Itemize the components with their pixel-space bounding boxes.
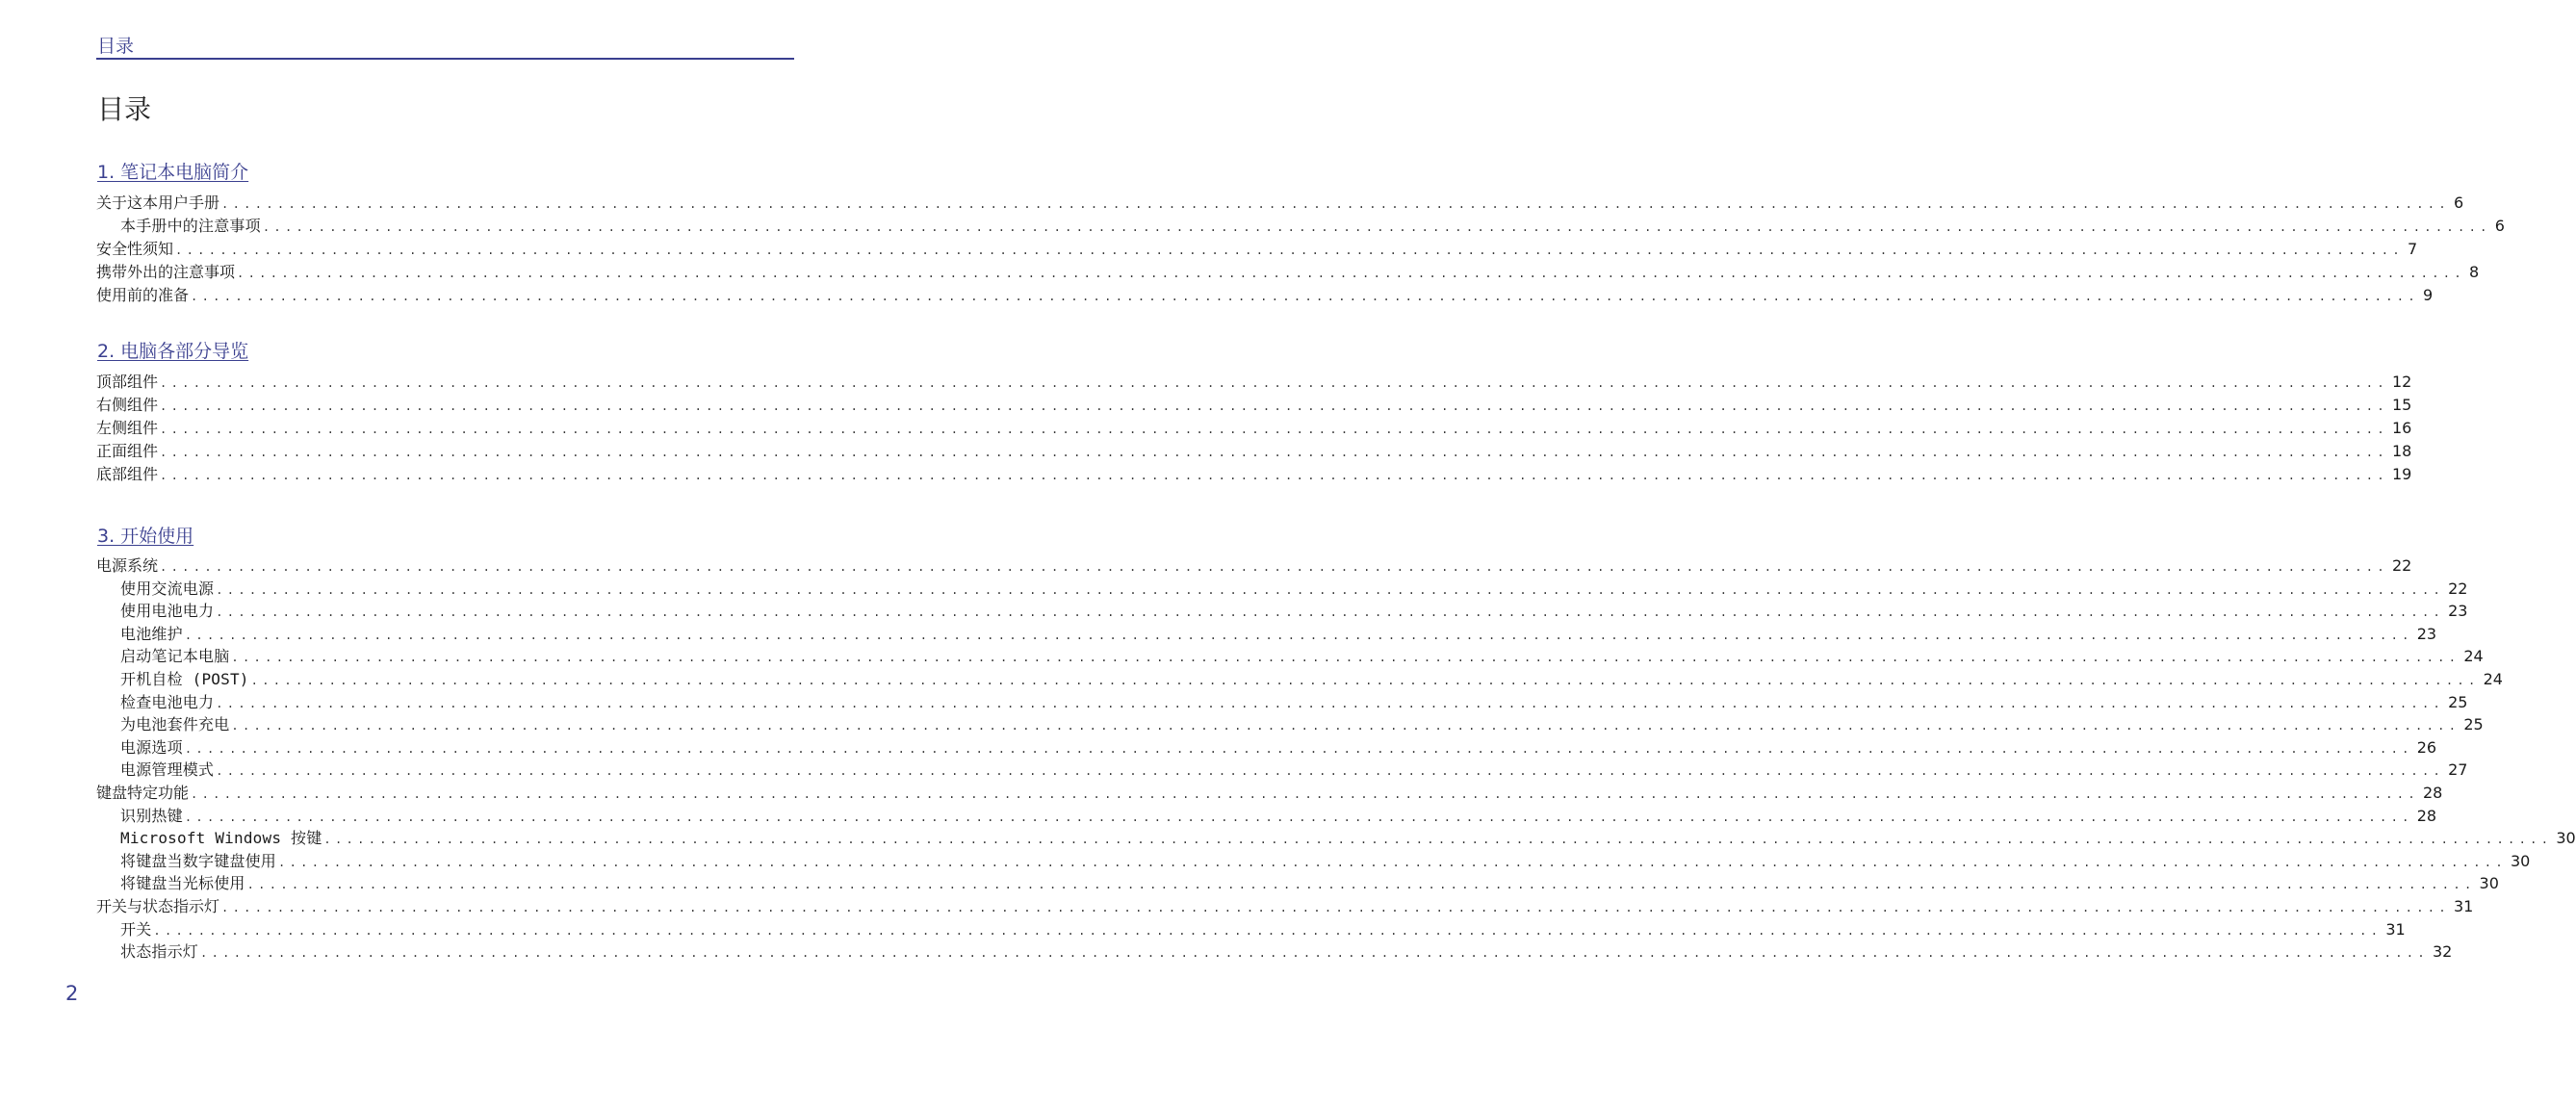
toc-entry-title: 开关 xyxy=(120,919,152,939)
toc-page-number: 25 xyxy=(2448,692,2468,711)
toc-entry-title: 电源选项 xyxy=(120,737,183,757)
toc-page-number: 22 xyxy=(2391,556,2412,575)
toc-subentry[interactable] xyxy=(96,215,2505,238)
toc-entry[interactable] xyxy=(96,284,2434,307)
toc-page-number: 24 xyxy=(2463,647,2484,666)
toc-entry-title: 底部组件 xyxy=(96,465,159,483)
dot-leader: ........................................................................................................................................................................................................ xyxy=(262,220,2491,234)
toc-entry[interactable] xyxy=(96,238,2418,261)
dot-leader: ........................................................................................................................................................................................................ xyxy=(200,946,2429,961)
toc-page-number: 31 xyxy=(2385,919,2406,939)
toc-page-number: 26 xyxy=(2416,737,2437,757)
toc-page-number: 8 xyxy=(2468,263,2480,281)
toc-subentry[interactable] xyxy=(96,645,2484,668)
dot-leader: ........................................................................................................................................................................................................ xyxy=(160,399,2388,413)
page-title: 目录 xyxy=(97,93,152,125)
toc-entry-title: 将键盘当光标使用 xyxy=(120,874,245,893)
dot-leader: ........................................................................................................................................................................................................ xyxy=(191,290,2419,303)
toc-subentry[interactable] xyxy=(96,805,2437,828)
toc-page-number: 23 xyxy=(2416,624,2437,643)
toc-subentry[interactable] xyxy=(96,713,2484,736)
toc-entry-title: 右侧组件 xyxy=(96,396,159,414)
dot-leader: ........................................................................................................................................................................................................ xyxy=(175,244,2404,257)
toc-page-number: 16 xyxy=(2391,419,2412,437)
running-header-label: 目录 xyxy=(97,36,135,57)
dot-leader: ........................................................................................................................................................................................................ xyxy=(278,855,2507,869)
toc-entry-title: 启动笔记本电脑 xyxy=(120,647,230,666)
toc-page-number: 30 xyxy=(2479,874,2499,893)
toc-page-number: 6 xyxy=(2453,193,2464,212)
toc-page-number: 7 xyxy=(2407,240,2418,258)
dot-leader: ........................................................................................................................................................................................................ xyxy=(153,923,2383,938)
toc-subentry[interactable] xyxy=(96,940,2453,964)
toc-entry-title: 将键盘当数字键盘使用 xyxy=(120,851,277,870)
toc-entry-title: 使用电池电力 xyxy=(120,602,215,621)
dot-leader: ........................................................................................................................................................................................................ xyxy=(160,560,2388,574)
toc-subentry[interactable] xyxy=(96,691,2468,714)
dot-leader: ........................................................................................................................................................................................................ xyxy=(221,900,2450,914)
toc-page-number: 9 xyxy=(2422,286,2434,304)
dot-leader: ........................................................................................................................................................................................................ xyxy=(216,764,2445,779)
toc-entry-title: 电池维护 xyxy=(120,624,183,643)
dot-leader: ........................................................................................................................................................................................................ xyxy=(160,469,2388,482)
dot-leader: ........................................................................................................................................................................................................ xyxy=(231,719,2460,734)
toc-entry[interactable] xyxy=(96,782,2443,805)
dot-leader: ........................................................................................................................................................................................................ xyxy=(246,878,2476,892)
dot-leader: ........................................................................................................................................................................................................ xyxy=(237,267,2465,280)
toc-entry-title: 使用前的准备 xyxy=(96,286,190,304)
toc-entry[interactable] xyxy=(96,261,2480,284)
toc-entry[interactable] xyxy=(96,394,2412,417)
toc-entry[interactable] xyxy=(96,371,2412,394)
dot-leader: ........................................................................................................................................................................................................ xyxy=(160,376,2388,390)
dot-leader: ........................................................................................................................................................................................................ xyxy=(216,605,2445,620)
toc-entry-title: 携带外出的注意事项 xyxy=(96,263,236,281)
dot-leader: ........................................................................................................................................................................................................ xyxy=(160,423,2388,436)
toc-entry-title: 开关与状态指示灯 xyxy=(96,896,220,915)
section-heading-3: 3. 开始使用 xyxy=(97,526,194,547)
toc-list-section-1 xyxy=(96,192,2505,307)
toc-page-number: 22 xyxy=(2448,579,2468,598)
toc-page-number: 30 xyxy=(2556,829,2576,848)
toc-entry[interactable] xyxy=(96,554,2412,578)
section-heading-2: 2. 电脑各部分导览 xyxy=(97,341,249,362)
toc-entry-title: 状态指示灯 xyxy=(120,942,199,962)
toc-entry[interactable] xyxy=(96,192,2464,215)
dot-leader: ........................................................................................................................................................................................................ xyxy=(216,696,2445,710)
toc-entry-title: 为电池套件充电 xyxy=(120,715,230,734)
toc-entry-title: 检查电池电力 xyxy=(120,692,215,711)
toc-entry[interactable] xyxy=(96,417,2412,440)
toc-page-number: 25 xyxy=(2463,715,2484,734)
toc-subentry[interactable] xyxy=(96,600,2468,623)
toc-page-number: 6 xyxy=(2494,217,2505,235)
toc-page-number: 28 xyxy=(2416,806,2437,825)
toc-subentry[interactable] xyxy=(96,736,2437,759)
toc-page-number: 23 xyxy=(2448,602,2468,621)
toc-subentry[interactable] xyxy=(96,918,2406,941)
dot-leader: ........................................................................................................................................................................................................ xyxy=(184,810,2413,824)
dot-leader: ........................................................................................................................................................................................................ xyxy=(184,741,2413,756)
toc-page-number: 19 xyxy=(2391,465,2412,483)
page-number: 2 xyxy=(65,982,79,1005)
toc-list-section-3 xyxy=(96,554,2576,964)
toc-subentry[interactable] xyxy=(96,827,2576,850)
dot-leader: ........................................................................................................................................................................................................ xyxy=(250,673,2480,687)
toc-entry-title: 开机自检 (POST) xyxy=(120,669,249,688)
toc-page-number: 18 xyxy=(2391,442,2412,460)
toc-entry-title: 关于这本用户手册 xyxy=(96,193,220,212)
dot-leader: ........................................................................................................................................................................................................ xyxy=(184,628,2413,642)
toc-entry[interactable] xyxy=(96,895,2474,918)
toc-entry-title: 左侧组件 xyxy=(96,419,159,437)
toc-page-number: 24 xyxy=(2483,669,2503,688)
toc-subentry[interactable] xyxy=(96,668,2503,691)
dot-leader: ........................................................................................................................................................................................................ xyxy=(231,651,2460,665)
toc-page-number: 31 xyxy=(2453,896,2474,915)
toc-page-number: 15 xyxy=(2391,396,2412,414)
toc-page-number: 12 xyxy=(2391,373,2412,391)
toc-entry-title: 电源系统 xyxy=(96,556,159,575)
toc-subentry[interactable] xyxy=(96,578,2468,601)
toc-page-number: 30 xyxy=(2510,851,2531,870)
running-header xyxy=(96,29,794,60)
toc-entry-title: 安全性须知 xyxy=(96,240,174,258)
toc-subentry[interactable] xyxy=(96,872,2499,895)
toc-subentry[interactable] xyxy=(96,623,2437,646)
dot-leader: ........................................................................................................................................................................................................ xyxy=(160,446,2388,459)
toc-entry-title: 使用交流电源 xyxy=(120,579,215,598)
toc-entry[interactable] xyxy=(96,463,2412,486)
dot-leader: ........................................................................................................................................................................................................ xyxy=(191,786,2419,801)
dot-leader: ........................................................................................................................................................................................................ xyxy=(221,197,2450,211)
toc-entry-title: Microsoft Windows 按键 xyxy=(120,829,322,848)
toc-entry[interactable] xyxy=(96,440,2412,463)
dot-leader: ........................................................................................................................................................................................................ xyxy=(216,582,2445,597)
toc-page-number: 32 xyxy=(2432,942,2453,962)
toc-page-number: 28 xyxy=(2422,783,2443,802)
toc-entry-title: 本手册中的注意事项 xyxy=(120,217,261,235)
toc-list-section-2 xyxy=(96,371,2412,486)
dot-leader: ........................................................................................................................................................................................................ xyxy=(323,833,2553,847)
toc-entry-title: 正面组件 xyxy=(96,442,159,460)
toc-entry-title: 电源管理模式 xyxy=(120,760,215,780)
toc-subentry[interactable] xyxy=(96,850,2531,873)
toc-entry-title: 识别热键 xyxy=(120,806,183,825)
toc-subentry[interactable] xyxy=(96,759,2468,782)
toc-entry-title: 键盘特定功能 xyxy=(96,783,190,802)
section-heading-1: 1. 笔记本电脑简介 xyxy=(97,162,249,183)
toc-page-number: 27 xyxy=(2448,760,2468,780)
toc-entry-title: 顶部组件 xyxy=(96,373,159,391)
